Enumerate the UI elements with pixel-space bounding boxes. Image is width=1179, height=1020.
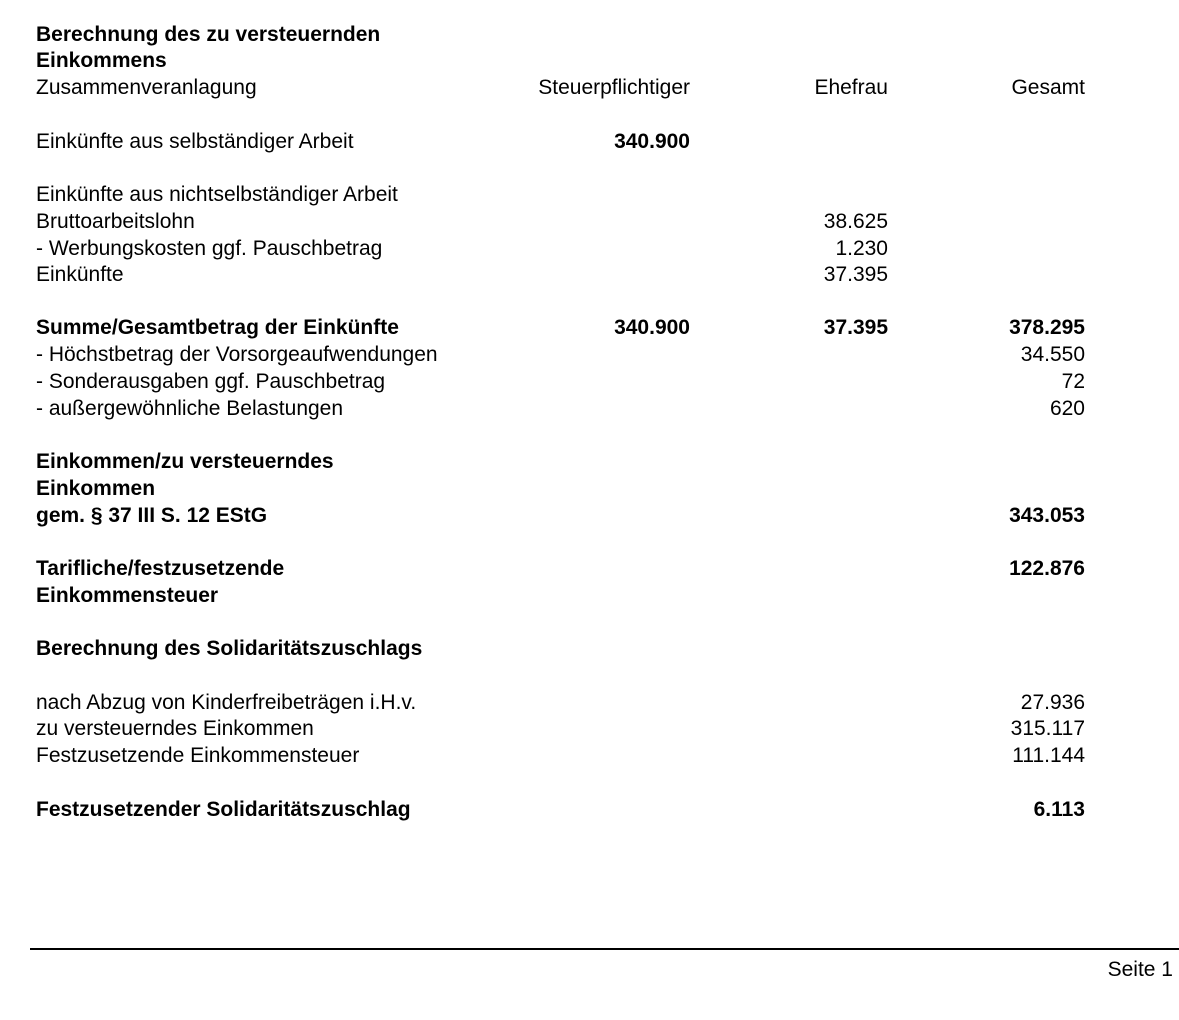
row-label: gem. § 37 III S. 12 EStG [36, 504, 268, 527]
row-aussergewoehnliche-belastungen [0, 395, 1179, 422]
assessment-type-label: Zusammenveranlagung [36, 76, 257, 99]
column-header-steuerpflichtiger: Steuerpflichtiger [538, 76, 690, 99]
row-label: Einkünfte aus selbständiger Arbeit [36, 130, 354, 153]
value-ehefrau: 38.625 [823, 210, 888, 233]
value-ehefrau: 37.395 [823, 316, 888, 339]
row-vorsorgeaufwendungen [0, 341, 1179, 368]
row-label: Festzusetzende Einkommensteuer [36, 744, 360, 767]
row-einkommensteuer-line-1 [0, 555, 1179, 582]
column-header-row [0, 74, 1179, 101]
title-line-2 [0, 47, 1179, 74]
row-label: Tarifliche/festzusetzende [36, 557, 285, 580]
value-gesamt: 27.936 [1020, 691, 1085, 714]
row-label: Einkommen/zu versteuerndes [36, 450, 334, 473]
row-label: Festzusetzender Solidaritätszuschlag [36, 798, 411, 821]
value-gesamt: 315.117 [1010, 717, 1085, 740]
value-gesamt: 6.113 [1033, 798, 1085, 821]
row-label: zu versteuerndes Einkommen [36, 717, 314, 740]
value-gesamt: 378.295 [1009, 316, 1085, 339]
row-einkommen-line-3 [0, 502, 1179, 529]
row-label: - Werbungskosten ggf. Pauschbetrag [36, 237, 383, 260]
row-label: - Sonderausgaben ggf. Pauschbetrag [36, 370, 386, 393]
row-nichtselbstaendige-arbeit [0, 181, 1179, 208]
value-gesamt: 34.550 [1020, 343, 1085, 366]
footer-divider [30, 948, 1179, 950]
document-title-continued: Einkommens [36, 49, 167, 72]
row-label: - außergewöhnliche Belastungen [36, 397, 344, 420]
row-zu-versteuerndes-einkommen [0, 715, 1179, 742]
row-label: Bruttoarbeitslohn [36, 210, 195, 233]
value-gesamt: 111.144 [1012, 744, 1085, 767]
row-selbstaendige-arbeit [0, 128, 1179, 155]
row-summe-gesamtbetrag [0, 314, 1179, 341]
row-einkommensteuer-line-2 [0, 582, 1179, 609]
page-number: Seite 1 [1107, 958, 1173, 981]
value-gesamt: 620 [1049, 397, 1085, 420]
row-sonderausgaben [0, 368, 1179, 395]
row-label: Einkommensteuer [36, 584, 219, 607]
value-gesamt: 72 [1061, 370, 1085, 393]
value-steuerpflichtiger: 340.900 [614, 130, 690, 153]
row-label: Summe/Gesamtbetrag der Einkünfte [36, 316, 399, 339]
section-heading: Berechnung des Solidaritätszuschlags [36, 637, 423, 660]
row-einkuenfte [0, 261, 1179, 288]
row-einkommen-line-2 [0, 475, 1179, 502]
value-gesamt: 343.053 [1009, 504, 1085, 527]
row-festzusetzender-solidaritaetszuschlag [0, 796, 1179, 823]
row-label: Einkommen [36, 477, 156, 500]
column-header-ehefrau: Ehefrau [814, 76, 888, 99]
row-werbungskosten [0, 235, 1179, 262]
value-ehefrau: 37.395 [823, 263, 888, 286]
row-label: Einkünfte aus nichtselbständiger Arbeit [36, 183, 398, 206]
value-ehefrau: 1.230 [835, 237, 888, 260]
row-kinderfreibetraege [0, 689, 1179, 716]
row-label: nach Abzug von Kinderfreibeträgen i.H.v. [36, 691, 417, 714]
title-line-1 [0, 21, 1179, 48]
column-header-gesamt: Gesamt [1011, 76, 1085, 99]
value-gesamt: 122.876 [1009, 557, 1085, 580]
row-label: - Höchstbetrag der Vorsorgeaufwendungen [36, 343, 438, 366]
row-label: Einkünfte [36, 263, 124, 286]
document-title: Berechnung des zu versteuernden [36, 23, 381, 46]
section-heading-solidaritaetszuschlag [0, 635, 1179, 662]
row-einkommen-line-1 [0, 448, 1179, 475]
row-bruttoarbeitslohn [0, 208, 1179, 235]
row-festzusetzende-einkommensteuer [0, 742, 1179, 769]
value-steuerpflichtiger: 340.900 [614, 316, 690, 339]
